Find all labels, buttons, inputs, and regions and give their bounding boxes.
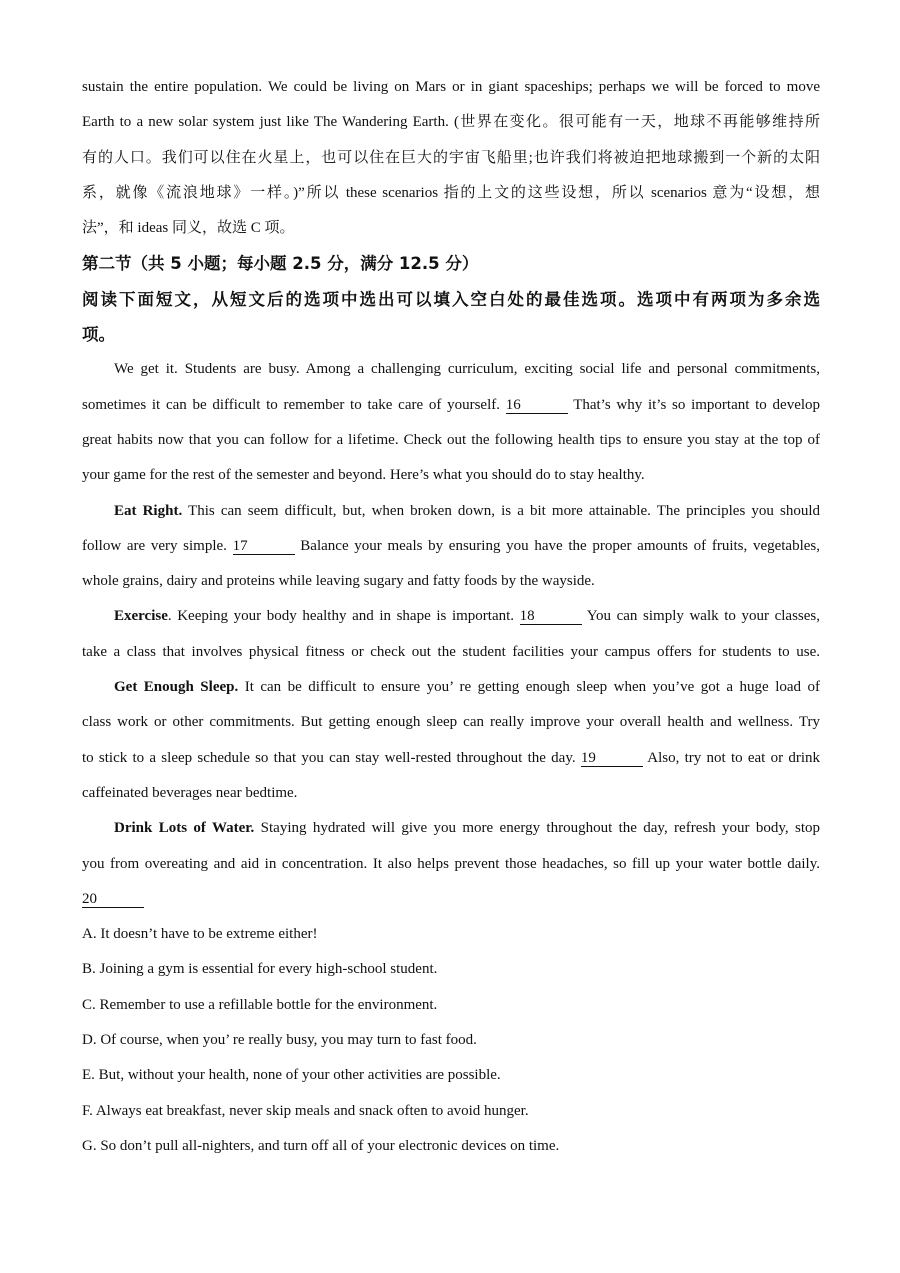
explanation-line: 有的人口。我们可以住在火星上，也可以住在巨大的宇宙飞船里;也许我们将被迫把地球搬到一个新的太阳 xyxy=(82,149,820,166)
option-e: E. But, without your health, none of your other activities are possible. xyxy=(82,1067,501,1084)
passage-text: You can simply walk to your classes, xyxy=(586,608,820,625)
option-a: A. It doesn’t have to be extreme either! xyxy=(82,926,318,943)
paragraph-sleep xyxy=(82,670,820,811)
explanation-line: Earth to a new solar system just like The Wandering Earth. (世界在变化。很可能有一天，地球不再能够维持所 xyxy=(82,114,820,131)
passage-text: That’s why it’s so important to develop xyxy=(573,396,821,413)
passage-line xyxy=(82,599,820,634)
passage-text: Also, try not to eat or drink xyxy=(647,749,820,766)
passage-line xyxy=(82,494,820,529)
explanation-line: 系，就像《流浪地球》一样。)”所以 these scenarios 指的上文的这些设想，所以 scenarios 意为“设想，想 xyxy=(82,184,820,201)
passage-text: This can seem difficult, but, when broken down, is a bit more attainable. The principles you should xyxy=(188,502,821,519)
passage-line: whole grains, dairy and proteins while leaving sugary and fatty foods by the wayside. xyxy=(82,573,595,590)
passage-text: follow are very simple. xyxy=(82,537,227,554)
passage-line: class work or other commitments. But getting enough sleep can really improve your overall health and wellness. Try xyxy=(82,714,820,731)
passage-line: take a class that involves physical fitness or check out the student facilities your campus offers for students to use. xyxy=(82,643,820,660)
passage-text: sometimes it can be difficult to remember to take care of yourself. xyxy=(82,396,500,413)
passage-text: Staying hydrated will give you more energy throughout the day, refresh your body, stop xyxy=(260,820,821,837)
passage-line: your game for the rest of the semester and beyond. Here’s what you should do to stay healthy. xyxy=(82,467,645,484)
option-f: F. Always eat breakfast, never skip meals and snack often to avoid hunger. xyxy=(82,1102,529,1119)
passage-line: We get it. Students are busy. Among a challenging curriculum, exciting social life and personal commitments, xyxy=(114,361,820,378)
passage-text: It can be difficult to ensure you’ re getting enough sleep when you’ve got a huge load of xyxy=(244,679,820,696)
paragraph-heading: Exercise xyxy=(114,608,168,625)
passage-line: great habits now that you can follow for a lifetime. Check out the following health tips to ensure you stay at the top of xyxy=(82,431,820,448)
options-list xyxy=(82,917,820,1164)
section-title: 第二节（共 5 小题；每小题 2.5 分，满分 12.5 分） xyxy=(82,254,479,274)
passage-intro xyxy=(82,352,820,493)
paragraph-exercise xyxy=(82,599,820,670)
blank-17: 17 xyxy=(233,538,295,555)
document-page xyxy=(82,70,820,1164)
explanation-line: sustain the entire population. We could be living on Mars or in giant spaceships; perhaps we will be forced to move xyxy=(82,79,820,95)
blank-16: 16 xyxy=(506,397,568,414)
paragraph-heading: Drink Lots of Water. xyxy=(114,820,255,837)
passage-line xyxy=(82,811,820,846)
passage-text: to stick to a sleep schedule so that you can stay well-rested throughout the day. xyxy=(82,749,576,766)
option-c: C. Remember to use a refillable bottle for the environment. xyxy=(82,996,438,1013)
previous-explanation xyxy=(82,70,820,246)
paragraph-eat-right xyxy=(82,494,820,600)
option-b: B. Joining a gym is essential for every high-school student. xyxy=(82,961,438,978)
option-g: G. So don’t pull all-nighters, and turn off all of your electronic devices on time. xyxy=(82,1137,560,1154)
blank-20: 20 xyxy=(82,891,144,908)
passage-line xyxy=(82,388,820,423)
blank-18: 18 xyxy=(520,608,582,625)
paragraph-heading: Eat Right. xyxy=(114,502,183,519)
passage-line xyxy=(82,529,820,564)
paragraph-heading: Get Enough Sleep. xyxy=(114,679,239,696)
passage-line xyxy=(82,882,820,917)
option-d: D. Of course, when you’ re really busy, you may turn to fast food. xyxy=(82,1032,477,1049)
blank-19: 19 xyxy=(581,750,643,767)
paragraph-water xyxy=(82,811,820,917)
explanation-line: 法”，和 ideas 同义，故选 C 项。 xyxy=(82,220,295,237)
passage-text: . Keeping your body healthy and in shape is important. xyxy=(167,608,515,625)
section-instruction: 阅读下面短文，从短文后的选项中选出可以填入空白处的最佳选项。选项中有两项为多余选 xyxy=(82,289,820,309)
passage-line: caffeinated beverages near bedtime. xyxy=(82,784,298,801)
section-instruction-continued: 项。 xyxy=(82,325,115,345)
passage-line: you from overeating and aid in concentration. It also helps prevent those headaches, so fill up your water bottle daily. xyxy=(82,855,820,872)
passage-line xyxy=(82,741,820,776)
passage-text: Balance your meals by ensuring you have the proper amounts of fruits, vegetables, xyxy=(300,537,821,554)
passage-line xyxy=(82,670,820,705)
